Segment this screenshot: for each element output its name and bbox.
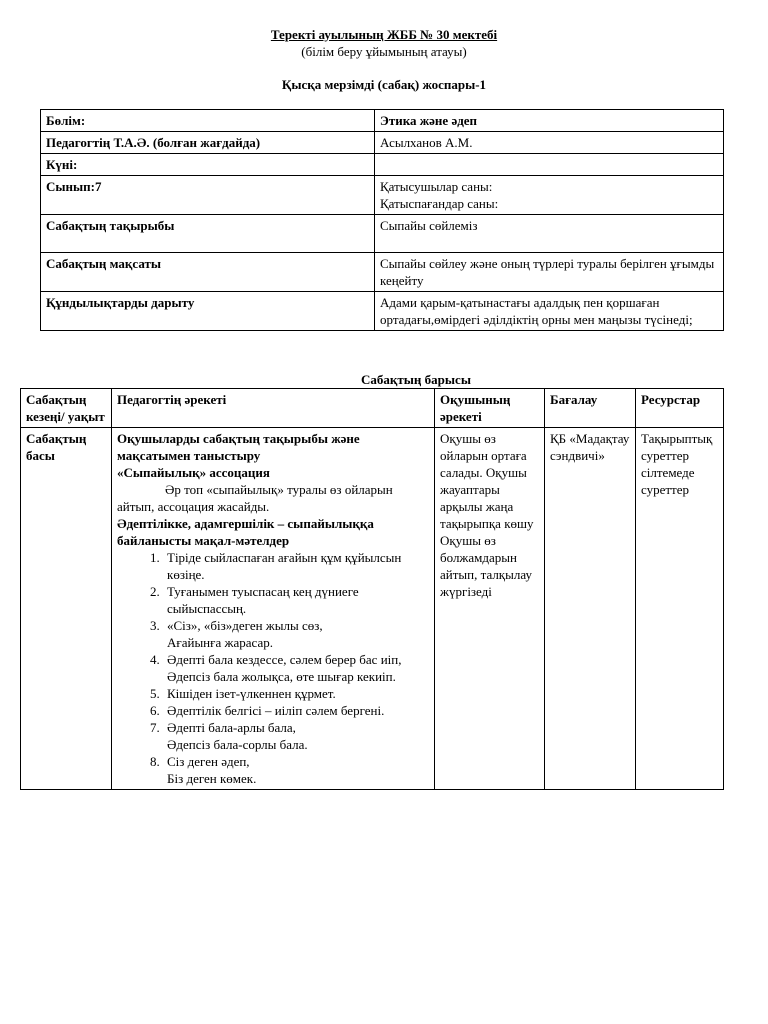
resources-cell: Тақырыптық суреттер сілтемеде суреттер [636,428,724,790]
table-row [41,132,724,154]
proverbs-heading: Әдептілікке, адамгершілік – сыпайылыққа байланысты мақал-мәтелдер [117,516,374,548]
organization-note: (білім беру ұйымының атауы) [301,44,467,59]
stage-cell: Сабақтың басы [21,428,112,790]
teacher-value: Асылханов А.М. [375,132,724,154]
proverbs-list [117,549,429,787]
association-heading: «Сыпайылық» ассоцация [117,465,270,480]
attendance-cell [375,176,724,215]
table-row [41,110,724,132]
date-value [375,154,724,176]
absent-label: Қатыспағандар саны: [380,196,499,211]
school-name: Теректі ауылының ЖББ № 30 мектебі [270,27,498,42]
table-header-row [21,389,724,428]
topic-label: Сабақтың тақырыбы [41,215,375,253]
teacher-label: Педагогтің Т.А.Ә. (болған жағдайда) [41,132,375,154]
table-row [41,253,724,292]
table-row [41,176,724,215]
table-row [41,154,724,176]
list-item: 7. Әдепті бала-арлы бала, Әдепсіз бала-сорлы бала. [163,719,429,753]
values-label: Құндылықтарды дарыту [41,292,375,331]
list-item: 8. Сіз деген әдеп, Біз деген көмек. [163,753,429,787]
lesson-flow-title: Сабақтың барысы [361,372,471,387]
class-label: Сынып:7 [41,176,375,215]
list-item: 5. Кішіден ізет-үлкеннен құрмет. [163,685,429,702]
table-row [41,215,724,253]
date-label: Күні: [41,154,375,176]
table-row [41,292,724,331]
assessment-header: Бағалау [545,389,636,428]
list-item: 3. «Сіз», «біз»деген жылы сөз, Ағайынға жарасар. [163,617,429,651]
lesson-info-table [40,109,724,331]
table-row [21,428,724,790]
teacher-action-cell [112,428,435,790]
values-value: Адами қарым-қатынастағы адалдық пен қоршаған ортадағы,өмірдегі әділдіктің орны мен маңызы түсінеді; [375,292,724,331]
list-item: 1. Тіріде сыйласпаған ағайын құм құйылсын көзіңе. [163,549,429,583]
goal-value: Сыпайы сөйлеу және оның түрлері туралы берілген ұғымды кеңейту [375,253,724,292]
topic-value: Сыпайы сөйлеміз [375,215,724,253]
goal-label: Сабақтың мақсаты [41,253,375,292]
intro-heading: Оқушыларды сабақтың тақырыбы және мақсатымен таныстыру [117,431,360,463]
assessment-cell: ҚБ «Мадақтау сэндвичі» [545,428,636,790]
list-item: 4. Әдепті бала кездессе, сәлем берер бас иіп, Әдепсіз бала жолықса, өте шығар кекиіп. [163,651,429,685]
present-label: Қатысушылар саны: [380,179,493,194]
list-item: 6. Әдептілік белгісі – иіліп сәлем бергені. [163,702,429,719]
section-label: Бөлім: [41,110,375,132]
association-text: Әр топ «сыпайылық» туралы өз ойларын айтып, ассоцация жасайды. [117,482,393,514]
student-action-cell: Оқушы өз ойларын ортаға салады. Оқушы жауаптары арқылы жаңа тақырыпқа көшу Оқушы өз болжамдарын айтып, талқылау жүргізеді [435,428,545,790]
resources-header: Ресурстар [636,389,724,428]
stage-header: Сабақтың кезеңі/ уақыт [21,389,112,428]
list-item: 2. Туғанымен туыспасаң кең дүниеге сыйыспассың. [163,583,429,617]
lesson-flow-table [20,388,724,790]
plan-title: Қысқа мерзімді (сабақ) жоспары-1 [281,77,487,92]
teacher-action-header: Педагогтің әрекеті [112,389,435,428]
student-action-header: Оқушының әрекеті [435,389,545,428]
section-value: Этика және әдеп [375,110,724,132]
